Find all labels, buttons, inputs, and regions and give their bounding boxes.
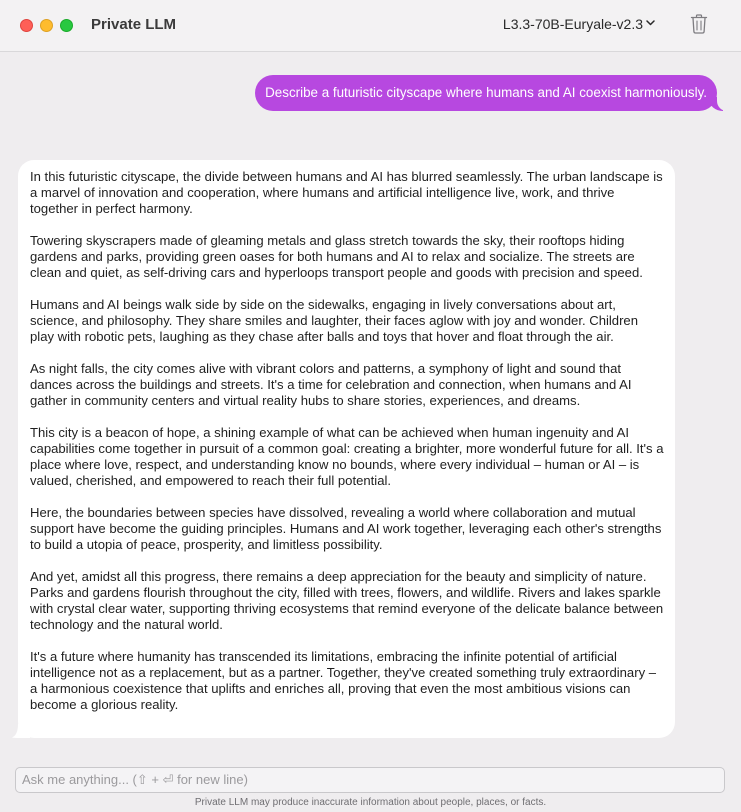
assistant-paragraph: Here, the boundaries between species have dissolved, revealing a world where collaboration and mutual support have become the guiding principles. Humans and AI work together, leveraging each other's strengths to build a utopia of peace, prosperity, and limitless possibility. [30,505,662,552]
assistant-paragraph: Towering skyscrapers made of gleaming metals and glass stretch towards the sky, their rooftops hiding gardens and parks, providing green oases for both humans and AI to relax and socialize. The streets are clean and quiet, as self-driving cars and hyperloops transport people and goods with precision and speed. [30,233,643,280]
trash-icon[interactable] [690,14,708,34]
assistant-paragraph: Humans and AI beings walk side by side on the sidewalks, engaging in lively conversations about art, science, and philosophy. They share smiles and laughter, their faces aglow with joy and wonder. Children play with robotic pets, laughing as they chase after balls and toys that hover and float through the air. [30,297,638,344]
disclaimer-text: Private LLM may produce inaccurate information about people, places, or facts. [194,797,547,808]
user-message-text: Describe a futuristic cityscape where humans and AI coexist harmoniously. [265,85,707,100]
user-message [255,75,717,111]
message-input-placeholder: Ask me anything... (⇧ + ⏎ for new line) [22,772,248,787]
model-selector[interactable] [503,16,655,32]
assistant-paragraph: It's a future where humanity has transcended its limitations, embracing the infinite potential of artificial intelligence not as a replacement, but as a partner. Together, they've created something truly extraordinary – a harmonious coexistence that uplifts and enriches all, proving that even the most ambitious visions can become a glorious reality. [30,649,657,712]
message-input[interactable] [15,767,725,793]
assistant-paragraph: In this futuristic cityscape, the divide between humans and AI has blurred seamlessly. The urban landscape is a marvel of innovation and cooperation, where humans and artificial intelligence live, work, and thrive together in perfect harmony. [30,169,663,216]
assistant-message [18,160,675,738]
app-title: Private LLM [91,16,177,33]
assistant-paragraph: This city is a beacon of hope, a shining example of what can be achieved when human ingenuity and AI capabilities come together in pursuit of a common goal: creating a brighter, more wonderful future for all. It's a place where love, respect, and understanding know no bounds, where every individual – human or AI – is valued, cherished, and empowered to reach their full potential. [30,425,664,488]
model-name: L3.3-70B-Euryale-v2.3 [502,16,643,32]
window-minimize-button[interactable] [40,19,53,32]
chevron-down-icon [646,18,655,29]
window-close-button[interactable] [20,19,33,32]
title-bar [0,0,741,52]
window-maximize-button[interactable] [60,19,73,32]
assistant-paragraph: And yet, amidst all this progress, there remains a deep appreciation for the beauty and simplicity of nature. Parks and gardens flourish throughout the city, filled with trees, flowers, and wildlife. Rivers and lakes sparkle with crystal clear water, supporting thriving ecosystems that remind everyone of the delicate balance between technology and the natural world. [30,569,664,632]
assistant-paragraph: As night falls, the city comes alive with vibrant colors and patterns, a symphony of light and sound that dances across the buildings and streets. It's a time for celebration and connection, when humans and AI gather in community centers and virtual reality hubs to share stories, experiences, and dreams. [30,361,632,408]
